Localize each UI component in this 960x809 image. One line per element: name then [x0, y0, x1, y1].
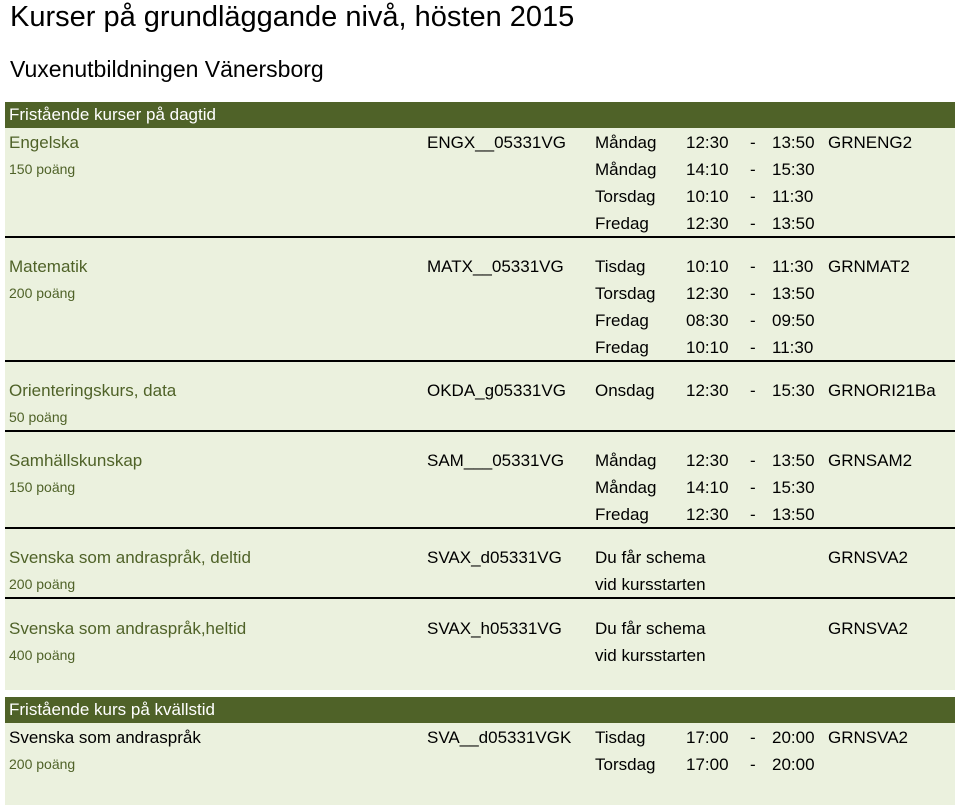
course-name: Engelska [9, 133, 79, 152]
course-code: SVAX_d05331VG [427, 548, 562, 567]
session-end: 09:50 [772, 311, 815, 330]
row-divider [5, 597, 955, 599]
table-row [5, 377, 955, 404]
table-row [5, 447, 955, 474]
schedule-note: vid kursstarten [595, 575, 706, 594]
session-start: 17:00 [686, 755, 729, 774]
row-divider [5, 236, 955, 238]
session-start: 10:10 [686, 187, 729, 206]
group-code: GRNORI21Ba [828, 381, 936, 400]
session-day: Måndag [595, 478, 657, 497]
session-end: 13:50 [772, 451, 815, 470]
session-day: Måndag [595, 160, 657, 179]
time-dash: - [750, 381, 756, 400]
session-start: 12:30 [686, 284, 729, 303]
group-code: GRNSVA2 [828, 548, 908, 567]
table-row [5, 642, 955, 669]
session-start: 08:30 [686, 311, 729, 330]
page-subtitle: Vuxenutbildningen Vänersborg [10, 56, 324, 82]
course-code: SAM___05331VG [427, 451, 565, 470]
session-day: Torsdag [595, 284, 656, 303]
table-row [5, 501, 955, 528]
session-day: Torsdag [595, 755, 656, 774]
course-name: Matematik [9, 257, 88, 276]
session-day: Måndag [595, 451, 657, 470]
session-day: Torsdag [595, 187, 656, 206]
course-code: MATX__05331VG [427, 257, 564, 276]
day-courses-table [5, 128, 955, 690]
table-row [5, 751, 955, 778]
session-end: 13:50 [772, 133, 815, 152]
course-code: SVA__d05331VGK [427, 728, 572, 747]
course-points: 400 poäng [9, 647, 76, 663]
session-end: 11:30 [772, 338, 814, 357]
session-end: 15:30 [772, 478, 815, 497]
schedule-note: Du får schema [595, 548, 706, 567]
table-row [5, 210, 955, 237]
section-header-day: Fristående kurser på dagtid [5, 102, 955, 128]
time-dash: - [750, 478, 756, 497]
table-row [5, 307, 955, 334]
course-points: 150 poäng [9, 161, 76, 177]
session-start: 12:30 [686, 381, 729, 400]
session-end: 20:00 [772, 755, 815, 774]
row-divider [5, 527, 955, 529]
evening-courses-table [5, 723, 955, 805]
session-end: 13:50 [772, 214, 815, 233]
course-name: Svenska som andraspråk,heltid [9, 619, 247, 638]
course-name: Svenska som andraspråk [9, 728, 201, 747]
session-end: 13:50 [772, 284, 815, 303]
session-start: 12:30 [686, 214, 729, 233]
session-start: 12:30 [686, 505, 729, 524]
group-code: GRNSVA2 [828, 728, 908, 747]
table-row [5, 129, 955, 156]
time-dash: - [750, 160, 756, 179]
row-divider [5, 360, 955, 362]
schedule-note: Du får schema [595, 619, 706, 638]
table-row [5, 615, 955, 642]
course-points: 200 poäng [9, 756, 76, 772]
session-start: 12:30 [686, 451, 729, 470]
session-day: Fredag [595, 505, 649, 524]
session-start: 14:10 [686, 160, 729, 179]
session-start: 10:10 [686, 257, 729, 276]
session-end: 13:50 [772, 505, 815, 524]
time-dash: - [750, 755, 756, 774]
group-code: GRNSAM2 [828, 451, 913, 470]
table-row [5, 474, 955, 501]
time-dash: - [750, 133, 756, 152]
table-row [5, 280, 955, 307]
group-code: GRNENG2 [828, 133, 913, 152]
course-points: 150 poäng [9, 479, 76, 495]
time-dash: - [750, 728, 756, 747]
course-points: 200 poäng [9, 576, 76, 592]
session-start: 10:10 [686, 338, 729, 357]
session-day: Fredag [595, 311, 649, 330]
row-divider [5, 430, 955, 432]
session-start: 14:10 [686, 478, 729, 497]
table-row [5, 253, 955, 280]
course-name: Svenska som andraspråk, deltid [9, 548, 251, 567]
session-end: 11:30 [772, 257, 814, 276]
section-header-evening: Fristående kurs på kvällstid [5, 697, 955, 723]
page-title: Kurser på grundläggande nivå, hösten 2015 [10, 1, 575, 33]
table-row [5, 404, 955, 431]
session-day: Tisdag [595, 728, 646, 747]
group-code: GRNSVA2 [828, 619, 908, 638]
session-day: Tisdag [595, 257, 646, 276]
session-day: Onsdag [595, 381, 655, 400]
group-code: GRNMAT2 [828, 257, 910, 276]
course-points: 200 poäng [9, 285, 76, 301]
table-row [5, 334, 955, 361]
session-end: 15:30 [772, 381, 815, 400]
session-end: 11:30 [772, 187, 814, 206]
course-name: Samhällskunskap [9, 451, 143, 470]
session-start: 17:00 [686, 728, 729, 747]
course-code: OKDA_g05331VG [427, 381, 566, 400]
time-dash: - [750, 284, 756, 303]
session-day: Måndag [595, 133, 657, 152]
schedule-note: vid kursstarten [595, 646, 706, 665]
table-row [5, 544, 955, 571]
table-row [5, 183, 955, 210]
time-dash: - [750, 451, 756, 470]
table-row [5, 724, 955, 751]
time-dash: - [750, 214, 756, 233]
time-dash: - [750, 338, 756, 357]
session-day: Fredag [595, 338, 649, 357]
course-name: Orienteringskurs, data [9, 381, 177, 400]
session-start: 12:30 [686, 133, 729, 152]
session-end: 20:00 [772, 728, 815, 747]
session-end: 15:30 [772, 160, 815, 179]
table-row [5, 571, 955, 598]
course-code: ENGX__05331VG [427, 133, 566, 152]
table-row [5, 156, 955, 183]
course-code: SVAX_h05331VG [427, 619, 562, 638]
session-day: Fredag [595, 214, 649, 233]
time-dash: - [750, 505, 756, 524]
time-dash: - [750, 257, 756, 276]
time-dash: - [750, 187, 756, 206]
course-points: 50 poäng [9, 409, 68, 425]
time-dash: - [750, 311, 756, 330]
